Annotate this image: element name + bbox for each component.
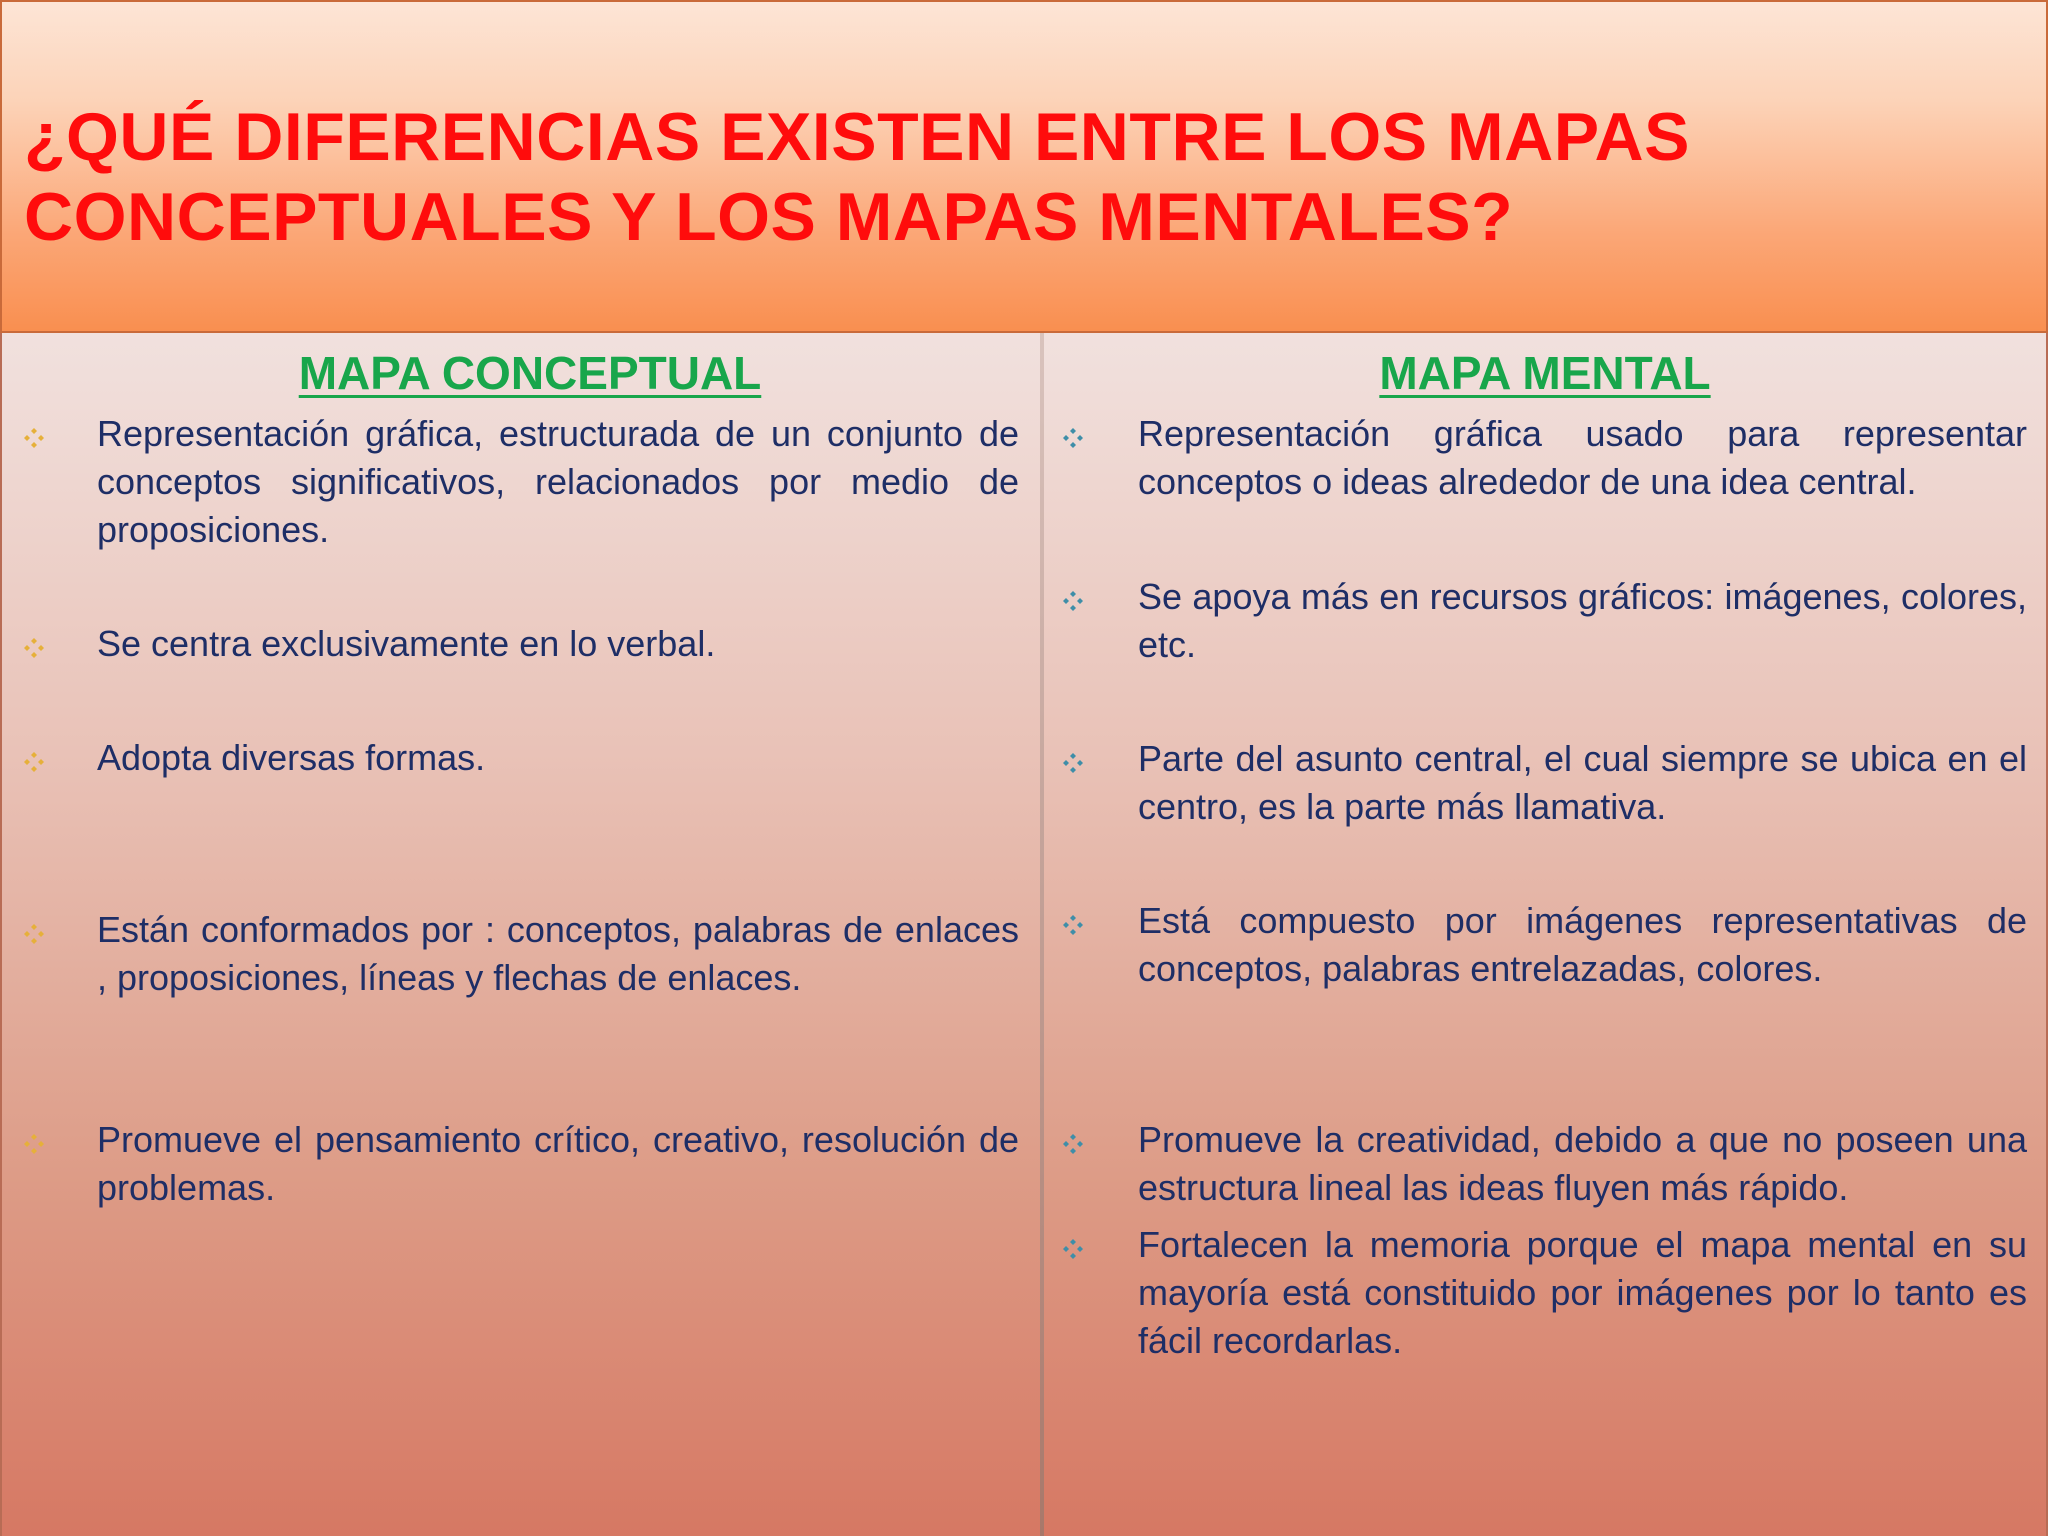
mental-item: Fortalecen la memoria porque el mapa mental en su mayoría está constituido por imágenes por lo tanto es fácil recordarlas. (1138, 1224, 2027, 1361)
bullet-icon (1061, 589, 1085, 613)
slide-title (24, 97, 2046, 257)
conceptual-item: Se centra exclusivamente en lo verbal. (97, 623, 716, 664)
column-heading-conceptual: MAPA CONCEPTUAL (298, 347, 762, 399)
bullet-icon (22, 636, 46, 660)
mental-item: Está compuesto por imágenes representativas de conceptos, palabras entrelazadas, colores. (1138, 900, 2027, 989)
conceptual-item: Promueve el pensamiento crítico, creativo, resolución de problemas. (97, 1119, 1019, 1208)
bullet-icon (22, 426, 46, 450)
mental-item: Se apoya más en recursos gráficos: imágenes, colores, etc. (1138, 576, 2027, 665)
mental-item: Representación gráfica usado para representar conceptos o ideas alrededor de una idea central. (1138, 413, 2027, 502)
bullet-icon (22, 1132, 46, 1156)
mental-item: Promueve la creatividad, debido a que no poseen una estructura lineal las ideas fluyen más rápido. (1138, 1119, 2027, 1208)
bullet-icon (1061, 426, 1085, 450)
bullet-icon (22, 922, 46, 946)
mental-item: Parte del asunto central, el cual siempre se ubica en el centro, es la parte más llamativa. (1138, 738, 2027, 827)
slide-header (0, 0, 2048, 333)
conceptual-item: Adopta diversas formas. (97, 737, 486, 778)
conceptual-item: Representación gráfica, estructurada de un conjunto de conceptos significativos, relacionados por medio de proposiciones. (97, 413, 1019, 550)
bullet-icon (1061, 913, 1085, 937)
bullet-icon (22, 750, 46, 774)
conceptual-item: Están conformados por : conceptos, palabras de enlaces , proposiciones, líneas y flechas de enlaces. (97, 909, 1019, 998)
bullet-icon (1061, 1237, 1085, 1261)
bullet-icon (1061, 751, 1085, 775)
column-heading-mental: MAPA MENTAL (1379, 347, 1711, 399)
bullet-icon (1061, 1132, 1085, 1156)
slide-title-text: ¿QUÉ DIFERENCIAS EXISTEN ENTRE LOS MAPAS CONCEPTUALES Y LOS MAPAS MENTALES? (24, 99, 1691, 255)
